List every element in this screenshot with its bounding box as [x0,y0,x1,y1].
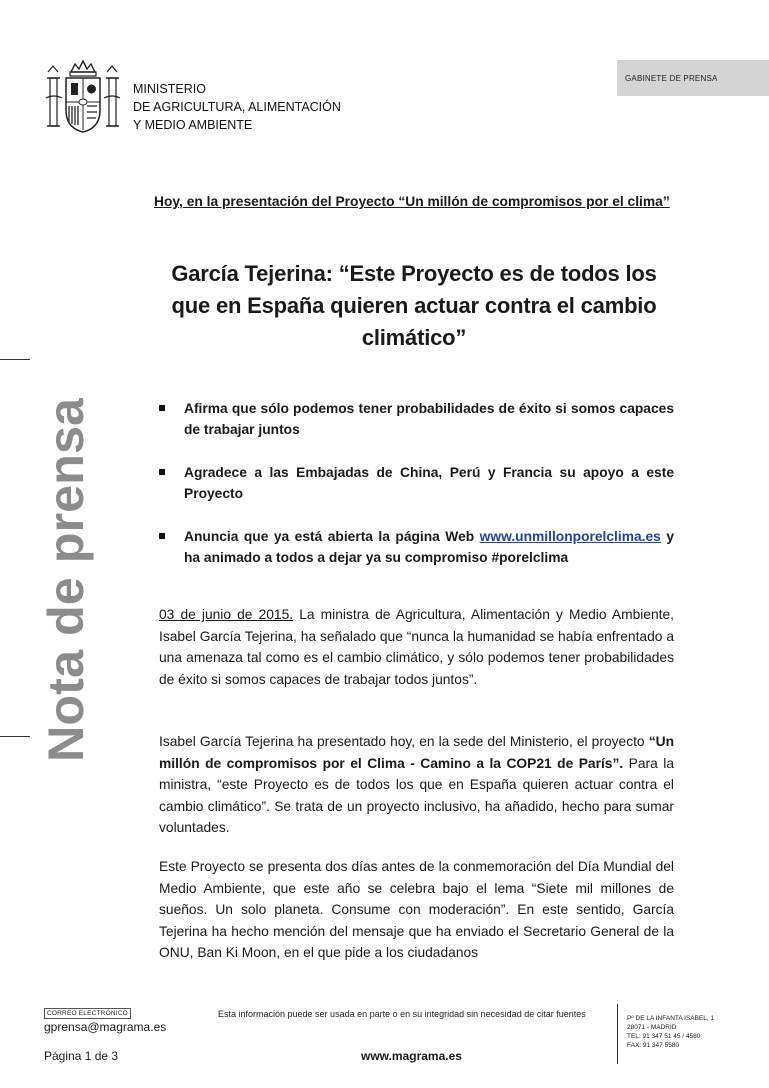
project-name: “Un millón de compromisos por el Clima - Camino a la COP21 de París”. [159,734,674,771]
list-item [154,398,674,440]
paragraph-text: Isabel García Tejerina ha presentado hoy, en la sede del Ministerio, el proyecto [159,734,645,749]
side-label-text: Nota de prensa [38,400,94,762]
address-line: Pº DE LA INFANTA ISABEL, 1 [627,1015,715,1022]
coat-of-arms-icon [44,58,122,138]
list-item [154,526,674,568]
side-label [36,398,96,766]
page-number: Página 1 de 3 [44,1049,119,1063]
highlights-list [154,398,674,590]
address-block [617,1004,714,1064]
press-office-label: GABINETE DE PRENSA [617,60,769,96]
list-item [154,462,674,504]
ministry-line-1: MINISTERIO [133,82,206,96]
paragraph-text: Para la ministra, “este Proyecto es de todos los que en España quieren actuar contra el cambio climático”. Se trata de un proyecto inclusivo, ha añadido, hecho para sumar voluntades. [159,755,674,835]
paragraph-2 [159,731,674,839]
address-line: FAX: 91 347 5580 [627,1042,680,1049]
side-rule-bottom [0,736,30,737]
headline: García Tejerina: “Este Proyecto es de todos los que en España quieren actuar contra el cambio climático” [171,261,657,350]
ministry-line-2: DE AGRICULTURA, ALIMENTACIÓN [133,100,341,114]
bullet-text: y ha animado a todos a dejar ya su compromiso #porelclima [184,529,674,565]
ministry-name [133,80,341,134]
email-label: CORREO ELECTRÓNICO [44,1008,131,1019]
paragraph-1 [159,604,674,690]
paragraph-3: Este Proyecto se presenta dos días antes de la conmemoración del Día Mundial del Medio Ambiente, que este año se celebra bajo el lema “Siete mil millones de sueños. Un solo planeta. Consume con moderación”. En este sentido, García Tejerina ha hecho mención del mensaje que ha enviado el Secretario General de la ONU, Ban Ki Moon, en el que pide a los ciudadanos [159,859,674,960]
ministry-line-3: Y MEDIO AMBIENTE [133,118,253,132]
address-line: 28071 - MADRID [627,1024,677,1031]
bullet-text: Agradece a las Embajadas de China, Perú y Francia su apoyo a este Proyecto [184,465,674,501]
usage-disclaimer: Esta información puede ser usada en parte o en su integridad sin necesidad de citar fuentes [218,1009,586,1019]
bullet-square-icon [159,405,165,411]
bullet-square-icon [159,469,165,475]
bullet-text: Afirma que sólo podemos tener probabilidades de éxito si somos capaces de trabajar juntos [184,401,674,437]
side-rule-top [0,359,30,360]
dateline: 03 de junio de 2015. [159,607,294,622]
ministry-website-link[interactable]: www.magrama.es [361,1049,462,1063]
bullet-text: Anuncia que ya está abierta la página Web [184,529,475,544]
kicker: Hoy, en la presentación del Proyecto “Un millón de compromisos por el clima” [154,194,670,209]
address-line: TEL: 91 347 51 45 / 4580 [627,1033,701,1040]
campaign-website-link[interactable]: www.unmillonporelclima.es [479,529,661,544]
press-email-link[interactable]: gprensa@magrama.es [44,1020,167,1034]
paragraph-text: La ministra de Agricultura, Alimentación y Medio Ambiente, Isabel García Tejerina, ha señalado que “nunca la humanidad se había enfrentado a una amenaza tal como es el cambio climático, y sólo podemos tener probabilidades de éxito si somos capaces de trabajar todos juntos”. [159,607,674,687]
bullet-square-icon [159,533,165,539]
